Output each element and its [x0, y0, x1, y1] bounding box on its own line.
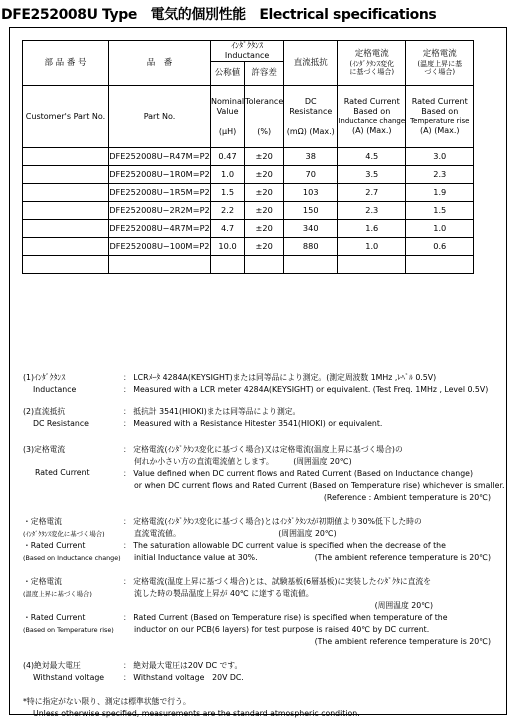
cell-customer	[23, 202, 109, 220]
cell-rated-temperature: 1.0	[406, 220, 474, 238]
cell-rated-temperature: 1.9	[406, 184, 474, 202]
cell-tolerance: ±20	[245, 220, 284, 238]
cell-rated-inductance: 4.5	[338, 148, 406, 166]
header-rated-current-temperature	[406, 41, 474, 86]
cell-part: DFE252008U−1R0M=P2	[109, 166, 211, 184]
note-voltage-jp: (4)絶対最大電圧	[23, 661, 81, 670]
header-r1-sub2: に基づく場合)	[349, 68, 395, 77]
table-row	[23, 202, 474, 220]
cell-rated-inductance: 2.3	[338, 202, 406, 220]
footnote-en: Unless otherwise specified, measurements are the standard atmospheric condition.	[33, 709, 360, 718]
cell-rated-temperature	[406, 256, 474, 274]
note-dcr-text-jp: ： 抵抗計 3541(HIOKI)または同等品により測定。	[123, 407, 301, 416]
header-r1-en-cell	[338, 86, 406, 148]
table-row	[23, 166, 474, 184]
header-r1-sub1: (ｲﾝﾀﾞｸﾀﾝｽ変化	[349, 59, 395, 68]
header-tolerance-en-cell	[245, 86, 284, 148]
note-r2-text-2: 流した時の製品温度上昇が 40℃ に達する電流値。	[134, 589, 314, 598]
page-title: DFE252008U Type 電気的個別性能 Electrical specifications	[1, 7, 437, 23]
footnote-jp: *特に指定がない限り、測定は標準状態で行う。	[23, 697, 191, 706]
header-nominal-en2: Value	[216, 106, 239, 116]
cell-nominal: 1.0	[211, 166, 245, 184]
note-r2-text-3: (周囲温度 20℃)	[374, 601, 433, 610]
header-r1-en3: Inductance change	[338, 117, 406, 126]
note-r1-text-2: 直流電流値。 (周囲温度 20℃)	[134, 529, 337, 538]
note-dcr-jp: (2)直流抵抗	[23, 407, 66, 416]
note-rated-text-3: ： Value defined when DC current flows and Rated Current (Based on Inductance change)	[123, 469, 474, 478]
note-inductance-jp: (1)ｲﾝﾀﾞｸﾀﾝｽ	[23, 373, 66, 382]
cell-dcr	[284, 256, 338, 274]
cell-dcr: 38	[284, 148, 338, 166]
header-inductance-jp: ｲﾝﾀﾞｸﾀﾝｽ	[231, 41, 264, 50]
cell-rated-inductance: 3.5	[338, 166, 406, 184]
header-r2-jp: 定格電流	[422, 48, 457, 59]
note-r1-text-1: ： 定格電流(ｲﾝﾀﾞｸﾀﾝｽ変化に基づく場合)とはｲﾝﾀﾞｸﾀﾝｽが初期値より30%低下した時の	[123, 517, 422, 526]
spec-table	[22, 40, 474, 274]
note-rated-text-2: 何れか小さい方の直流電流値とします。 (周囲温度 20℃)	[134, 457, 352, 466]
cell-customer	[23, 166, 109, 184]
note-dcr-en: DC Resistance	[33, 419, 89, 428]
cell-rated-temperature: 2.3	[406, 166, 474, 184]
cell-rated-temperature: 1.5	[406, 202, 474, 220]
table-row	[23, 220, 474, 238]
cell-tolerance: ±20	[245, 238, 284, 256]
header-r2-en3: Temperature rise	[410, 117, 470, 126]
cell-part	[109, 256, 211, 274]
header-nominal-unit: (μH)	[218, 126, 237, 136]
note-r2-jp-sub: (温度上昇に基づく場合)	[23, 590, 92, 598]
table-row	[23, 256, 474, 274]
cell-rated-inductance: 2.7	[338, 184, 406, 202]
note-inductance-text-jp: ： LCRﾒｰﾀ 4284A(KEYSIGHT)または同等品により測定。(測定周波数 1MHz ,ﾚﾍﾞﾙ 0.5V)	[123, 373, 437, 382]
note-rated-en: Rated Current	[35, 468, 90, 477]
cell-tolerance	[245, 256, 284, 274]
note-r1-jp: ・定格電流	[23, 517, 62, 526]
note-r1-text-4: initial Inductance value at 30%.	[134, 553, 258, 562]
cell-customer	[23, 238, 109, 256]
cell-nominal: 10.0	[211, 238, 245, 256]
note-r2-en-sub: (Based on Temperature rise)	[23, 626, 114, 634]
header-part-no	[109, 41, 211, 86]
cell-part: DFE252008U−2R2M=P2	[109, 202, 211, 220]
note-rated-text-5: (Reference : Ambient temperature is 20℃)	[323, 493, 491, 502]
header-tolerance-en: Tolerance	[245, 96, 284, 106]
cell-rated-temperature: 0.6	[406, 238, 474, 256]
cell-nominal: 4.7	[211, 220, 245, 238]
note-r2-text-6: (The ambient reference temperature is 20℃)	[314, 637, 491, 646]
cell-dcr: 880	[284, 238, 338, 256]
note-rated-jp: (3)定格電流	[23, 445, 66, 454]
note-voltage-text-en: ： Withstand voltage 20V DC.	[123, 673, 244, 682]
cell-tolerance: ±20	[245, 166, 284, 184]
header-customer-part-en-cell	[23, 86, 109, 148]
cell-rated-inductance: 1.6	[338, 220, 406, 238]
note-r1-jp-sub: (ｲﾝﾀﾞｸﾀﾝｽ変化に基づく場合)	[23, 530, 105, 538]
note-rated-text-4: or when DC current flows and Rated Current (Based on Temperature rise) whichever is smaller.	[134, 481, 505, 490]
header-r2-en-cell	[406, 86, 474, 148]
note-r2-en: ・Rated Current	[23, 613, 86, 622]
header-dc-en2: Resistance	[289, 106, 333, 116]
header-customer-part	[23, 41, 109, 86]
header-dc-unit: (mΩ) (Max.)	[286, 126, 335, 136]
cell-dcr: 340	[284, 220, 338, 238]
cell-part: DFE252008U−100M=P2	[109, 238, 211, 256]
cell-nominal	[211, 256, 245, 274]
cell-tolerance: ±20	[245, 184, 284, 202]
note-r2-text-1: ： 定格電流(温度上昇に基づく場合)とは、試験基板(6層基板)に実装したｲﾝﾀﾞｸﾀに直流を	[123, 577, 432, 586]
header-customer-part-en: Customer's Part No.	[25, 111, 106, 121]
cell-rated-inductance: 1.0	[338, 238, 406, 256]
note-r1-en: ・Rated Current	[23, 541, 86, 550]
cell-customer	[23, 220, 109, 238]
header-r1-en1: Rated Current	[343, 97, 400, 107]
header-r2-sub2: づく場合)	[424, 68, 456, 77]
note-rated-text-1: ： 定格電流(ｲﾝﾀﾞｸﾀﾝｽ変化に基づく場合)又は定格電流(温度上昇に基づく場合)の	[123, 445, 403, 454]
note-voltage-en: Withstand voltage	[33, 673, 105, 682]
cell-dcr: 103	[284, 184, 338, 202]
note-r1-text-3: ： The saturation allowable DC current value is specified when the decrease of the	[123, 541, 446, 550]
cell-dcr: 150	[284, 202, 338, 220]
header-tolerance	[245, 62, 284, 86]
cell-nominal: 2.2	[211, 202, 245, 220]
header-r1-unit: (A) (Max.)	[351, 125, 392, 135]
table-row	[23, 184, 474, 202]
header-r2-unit: (A) (Max.)	[419, 125, 460, 135]
cell-part: DFE252008U−4R7M=P2	[109, 220, 211, 238]
note-voltage-text-jp: ： 絶対最大電圧は20V DC です。	[123, 661, 243, 670]
header-inductance	[211, 41, 284, 62]
header-r1-jp: 定格電流	[354, 48, 389, 59]
cell-customer	[23, 256, 109, 274]
header-dc-resistance	[284, 41, 338, 86]
cell-part: DFE252008U−R47M=P2	[109, 148, 211, 166]
cell-nominal: 0.47	[211, 148, 245, 166]
table-row	[23, 148, 474, 166]
header-nominal-en-cell	[211, 86, 245, 148]
cell-dcr: 70	[284, 166, 338, 184]
note-r2-jp: ・定格電流	[23, 577, 62, 586]
header-r2-en1: Rated Current	[411, 97, 468, 107]
header-r2-en2: Based on	[421, 107, 459, 117]
cell-rated-inductance	[338, 256, 406, 274]
header-dc-jp: 直流抵抗	[293, 57, 328, 68]
cell-part: DFE252008U−1R5M=P2	[109, 184, 211, 202]
header-nominal-en1: Nominal	[211, 96, 245, 106]
header-customer-part-jp: 部 品 番 号	[44, 57, 87, 68]
table-row	[23, 238, 474, 256]
header-r2-sub1: (温度上昇に基	[417, 59, 463, 68]
cell-tolerance: ±20	[245, 202, 284, 220]
cell-nominal: 1.5	[211, 184, 245, 202]
note-r2-text-4: ： Rated Current (Based on Temperature rise) is specified when temperature of the	[123, 613, 448, 622]
note-inductance-en: Inductance	[33, 385, 77, 394]
note-r1-text-5: (The ambient reference temperature is 20℃)	[314, 553, 491, 562]
header-dc-en1: DC	[304, 96, 317, 106]
cell-tolerance: ±20	[245, 148, 284, 166]
header-part-no-jp: 品 番	[146, 57, 173, 68]
cell-rated-temperature: 3.0	[406, 148, 474, 166]
header-tolerance-unit: (%)	[257, 126, 272, 136]
header-inductance-en: Inductance	[224, 51, 270, 60]
header-part-no-en-cell	[109, 86, 211, 148]
cell-customer	[23, 148, 109, 166]
note-dcr-text-en: ： Measured with a Resistance Hitester 3541(HIOKI) or equivalent.	[123, 419, 383, 428]
header-tolerance-jp: 許容差	[251, 68, 277, 79]
header-rated-current-inductance	[338, 41, 406, 86]
header-r1-en2: Based on	[353, 107, 391, 117]
cell-customer	[23, 184, 109, 202]
note-r1-en-sub: (Based on Inductance change)	[23, 554, 121, 562]
header-nominal-jp: 公称値	[214, 68, 241, 79]
header-part-no-en: Part No.	[143, 111, 176, 121]
note-inductance-text-en: ： Measured with a LCR meter 4284A(KEYSIGHT) or equivalent. (Test Freq. 1MHz , Level 0.5V)	[123, 385, 489, 394]
header-dc-en-cell	[284, 86, 338, 148]
note-r2-text-5: inductor on our PCB(6 layers) for test purpose is raised 40℃ by DC current.	[134, 625, 430, 634]
header-nominal	[211, 62, 245, 86]
